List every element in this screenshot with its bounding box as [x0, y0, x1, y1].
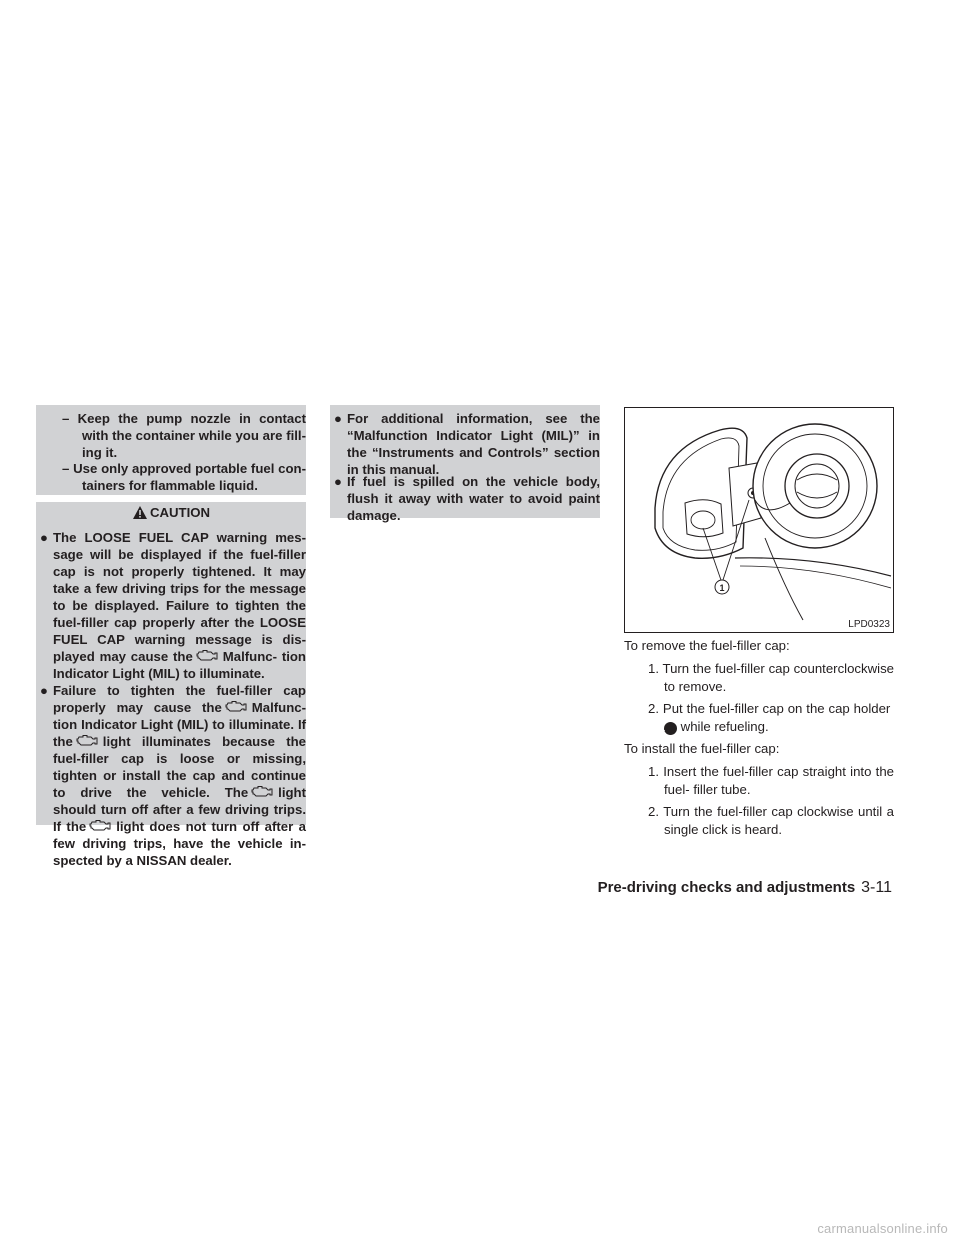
caution-heading-text: CAUTION: [149, 505, 211, 520]
caution-heading: [36, 505, 306, 520]
watermark: carmanualsonline.info: [817, 1221, 948, 1236]
mil-engine-icon: [248, 785, 278, 798]
bullet-additional-information: ● For additional information, see the “Malfunction Indicator Light (MIL)” in the “Instruments and Controls” section in this manual.: [334, 411, 600, 477]
figure-code: LPD0323: [848, 619, 890, 630]
mil-engine-icon: [73, 734, 103, 747]
warning-triangle-icon: [132, 505, 148, 520]
install-heading: To install the fuel-filler cap:: [624, 741, 780, 756]
install-step-1: 1. Insert the fuel-filler cap straight into the fuel- filler tube.: [648, 764, 894, 797]
figure-callout-number: 1: [719, 583, 725, 593]
bullet-fuel-spilled: ● If fuel is spilled on the vehicle body, flush it away with water to avoid paint damage.: [334, 474, 600, 523]
fuel-filler-door-illustration: [624, 407, 894, 633]
section-title: Pre-driving checks and adjustments: [597, 879, 856, 896]
remove-step-2: 2. Put the fuel-filler cap on the cap holder 1 while refueling.: [648, 701, 891, 734]
fuel-filler-drawing: [625, 408, 893, 632]
mil-engine-icon: [86, 819, 116, 832]
mil-engine-icon: [222, 700, 252, 713]
remove-step-1: 1. Turn the fuel-filler cap counterclockwise to remove.: [648, 661, 894, 694]
page-footer: [598, 879, 892, 897]
bullet-glyph: ●: [334, 411, 342, 426]
bullet-glyph: ●: [334, 474, 342, 489]
callout-1-icon: 1: [664, 722, 677, 735]
install-step-2: 2. Turn the fuel-filler cap clockwise until a single click is heard.: [648, 804, 894, 837]
bullet-glyph: ●: [40, 530, 48, 545]
dash-item-pump-nozzle: – Keep the pump nozzle in contact with the container while you are fill- ing it.: [62, 411, 306, 460]
bullet-loose-fuel-cap: ● The LOOSE FUEL CAP warning mes- sage will be displayed if the fuel-filler cap is not properly tightened. It may take a few driving trips for the message to be displayed. Failure to tighten the fuel-filler cap properly after the LOOSE FUEL CAP warning message is dis- played may cause the Malfunc- tion Indicator Light (MIL) to illuminate.: [40, 530, 306, 681]
remove-heading: To remove the fuel-filler cap:: [624, 638, 790, 653]
dash-item-approved-containers: – Use only approved portable fuel con- tainers for flammable liquid.: [62, 461, 306, 493]
bullet-failure-to-tighten: ● Failure to tighten the fuel-filler cap properly may cause the Malfunc- tion Indicator Light (MIL) to illuminate. If the light illuminates because the fuel-filler cap is loose or missing, tighten or install the cap and continue to drive the vehicle. The light should turn off after a few driving trips. If the light does not turn off after a few driving trips, have the vehicle in- spected by a NISSAN dealer.: [40, 683, 306, 868]
mil-engine-icon: [193, 649, 223, 662]
page-number: 3-11: [861, 879, 892, 896]
bullet-glyph: ●: [40, 683, 48, 698]
